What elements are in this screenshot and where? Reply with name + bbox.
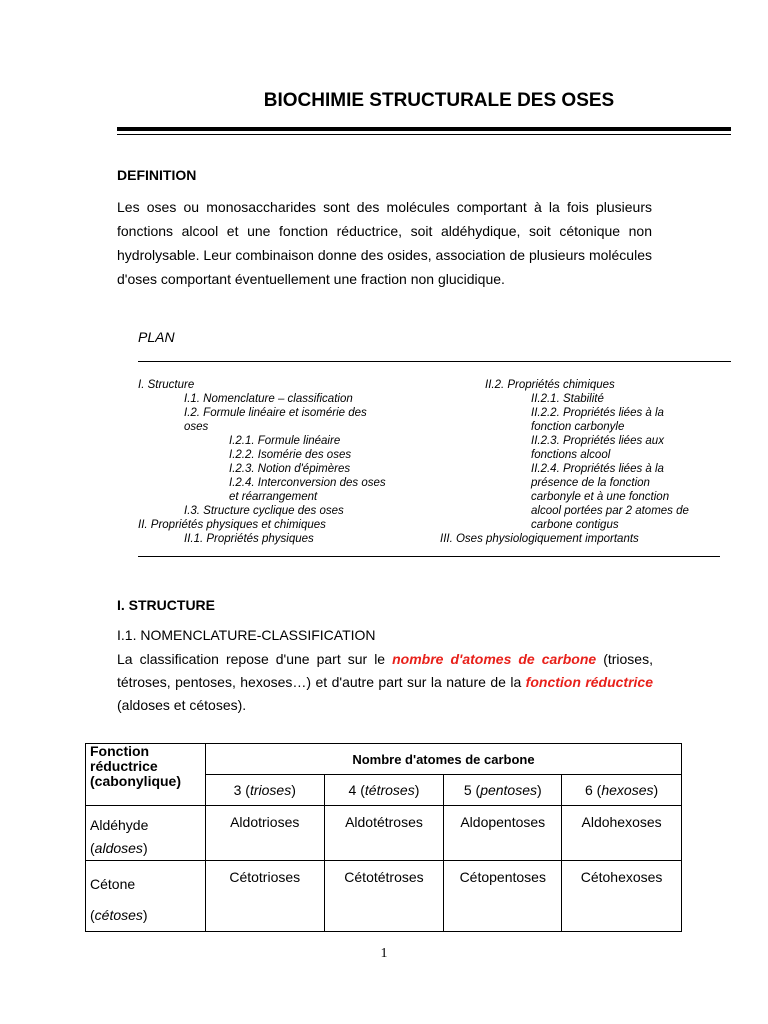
column-header: 3 (trioses) <box>205 775 324 806</box>
plan-title: PLAN <box>138 329 175 345</box>
table-group-header: Nombre d'atomes de carbone <box>205 744 681 775</box>
table-cell: Cétopentoses <box>444 861 562 932</box>
toc-item: présence de la fonction <box>531 477 650 489</box>
definition-text: Les oses ou monosaccharides sont des molécules comportant à la fois plusieurs fonctions alcool et une fonction réductrice, soit aldéhydique, soit cétonique non hydrolysable. Leur combinaison donne des osides, association de plusieurs molécules d'oses comportant éventuellement une fraction non glucidique. <box>117 199 652 287</box>
toc-item: I.1. Nomenclature – classification <box>184 393 353 405</box>
title-rule-thin <box>117 134 731 135</box>
toc-item: I.2.1. Formule linéaire <box>229 435 341 447</box>
table-row <box>86 861 682 932</box>
toc-item: I.2.2. Isomérie des oses <box>229 449 352 461</box>
column-header: 4 (tétroses) <box>324 775 444 806</box>
definition-heading: DEFINITION <box>117 167 197 183</box>
page-number: 1 <box>380 946 388 961</box>
toc-item: I.2.4. Interconversion des oses <box>229 477 386 489</box>
table-cell: Cétotrioses <box>205 861 324 932</box>
table-cell: Aldohexoses <box>562 806 682 861</box>
para-text: (trioses, tétroses, pentoses, hexoses…) et d'autre part sur la nature de la <box>117 651 653 690</box>
row-header: Cétone (cétoses) <box>86 861 206 932</box>
nomenclature-subheading: I.1. NOMENCLATURE-CLASSIFICATION <box>117 627 376 643</box>
highlight-carbon-count: nombre d'atomes de carbone <box>392 651 597 667</box>
toc-item: II.1. Propriétés physiques <box>184 533 314 545</box>
toc-item: I.3. Structure cyclique des oses <box>184 505 344 517</box>
classification-paragraph <box>117 648 653 717</box>
title-rule-thick <box>117 127 731 131</box>
column-header: 5 (pentoses) <box>444 775 562 806</box>
toc-item: carbonyle et à une fonction <box>531 491 670 503</box>
classification-table <box>85 743 682 932</box>
toc-item: carbone contigus <box>531 519 619 531</box>
toc-item: I.2.3. Notion d'épimères <box>229 463 351 475</box>
row-header: Aldéhyde (aldoses) <box>86 806 206 861</box>
table-cell: Aldotétroses <box>324 806 444 861</box>
toc-item: I. Structure <box>138 379 195 391</box>
column-header: 6 (hexoses) <box>562 775 682 806</box>
toc-item: II.2. Propriétés chimiques <box>485 379 615 391</box>
para-text: (aldoses et cétoses). <box>117 697 247 713</box>
table-cell: Aldotrioses <box>205 806 324 861</box>
toc-item: fonction carbonyle <box>531 421 625 433</box>
toc-item: fonctions alcool <box>531 449 611 461</box>
page-title: BIOCHIMIE STRUCTURALE DES OSES <box>263 90 615 111</box>
toc-item: II.2.2. Propriétés liées à la <box>531 407 664 419</box>
table-row <box>86 806 682 861</box>
toc-item: II.2.1. Stabilité <box>531 393 604 405</box>
toc-item: oses <box>184 421 209 433</box>
toc-item: III. Oses physiologiquement importants <box>440 533 639 545</box>
highlight-reducing-function: fonction réductrice <box>525 674 654 690</box>
toc-item: et réarrangement <box>229 491 318 503</box>
table-corner-header: Fonction réductrice (cabonylique) <box>86 744 206 806</box>
table-cell: Cétotétroses <box>324 861 444 932</box>
plan-top-rule <box>138 361 731 362</box>
toc-item: alcool portées par 2 atomes de <box>531 505 689 517</box>
toc-item: II.2.3. Propriétés liées aux <box>531 435 664 447</box>
table-cell: Aldopentoses <box>444 806 562 861</box>
para-text: La classification repose d'une part sur le <box>117 651 393 667</box>
toc-item: II.2.4. Propriétés liées à la <box>531 463 664 475</box>
structure-heading: I. STRUCTURE <box>117 597 215 613</box>
plan-bottom-rule <box>138 556 720 557</box>
toc-item: II. Propriétés physiques et chimiques <box>138 519 326 531</box>
table-cell: Cétohexoses <box>562 861 682 932</box>
toc-item: I.2. Formule linéaire et isomérie des <box>184 407 367 419</box>
